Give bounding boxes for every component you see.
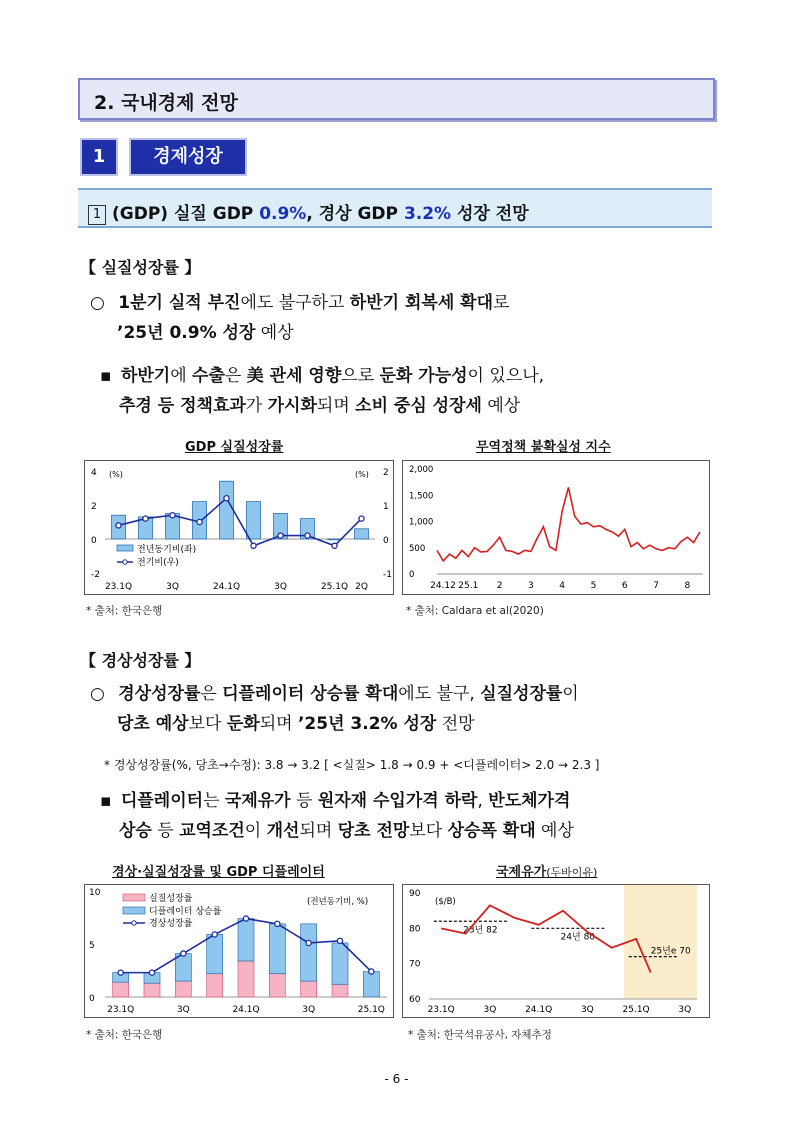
- x-tick-label: 3Q: [678, 1005, 692, 1015]
- text-bold: 소비 중심 성장세: [355, 396, 482, 416]
- x-tick-label: 5: [590, 581, 597, 591]
- heading-real-value: 0.9%: [259, 204, 307, 224]
- bar-deflator: [332, 943, 348, 984]
- text-bold: 수출: [192, 366, 225, 386]
- text-bold: 가시화: [267, 396, 317, 416]
- line-point: [149, 970, 154, 975]
- chart1-box: [84, 460, 394, 595]
- bar-real: [238, 961, 254, 997]
- average-label: 25년e 70: [650, 946, 691, 957]
- x-tick-label: 24.1Q: [525, 1005, 553, 1015]
- chart1-title: GDP 실질성장률: [185, 440, 284, 455]
- text-bold: 개선: [266, 821, 300, 841]
- text-bold: 하반기: [120, 366, 171, 386]
- y-tick-label: 80: [409, 924, 421, 935]
- chart2-source: * 출처: Caldara et al(2020): [406, 605, 544, 617]
- bar-deflator: [301, 924, 317, 981]
- legend-bar-label: 전년동기비(좌): [137, 545, 197, 555]
- x-tick-label: 3Q: [176, 1005, 190, 1015]
- left-tick-label: 0: [91, 536, 97, 546]
- text-bold: 둔화: [226, 714, 260, 734]
- legend-line-label: 경상성장률: [149, 919, 193, 929]
- nominal-p1-line2: [117, 716, 475, 733]
- heading-text: [88, 199, 529, 225]
- line-point: [305, 533, 310, 538]
- chart1-svg: [85, 461, 393, 594]
- text-bold: 상승: [119, 821, 152, 841]
- text: 예상: [481, 396, 521, 416]
- y-tick-label: 0: [409, 570, 415, 580]
- page-number: - 6 -: [384, 1072, 409, 1086]
- legend-bar-swatch: [117, 545, 133, 551]
- text-bold: 추경 등 정책효과: [119, 396, 246, 416]
- y-tick-label: 10: [89, 888, 101, 898]
- right-tick-label: 0: [383, 536, 389, 546]
- text-bold: 1분기 실적 부진: [118, 293, 241, 313]
- text: 가: [245, 396, 268, 416]
- bar-real: [332, 984, 348, 997]
- heading-nominal-value: 3.2%: [403, 204, 452, 224]
- x-tick-label: 24.12: [430, 581, 456, 591]
- legend-deflator-swatch: [123, 907, 145, 914]
- y-tick-label: 1,500: [409, 491, 434, 502]
- line-point: [359, 516, 364, 521]
- text: 이 있으나,: [467, 366, 545, 386]
- x-tick-label: 23.1Q: [107, 1005, 135, 1015]
- x-tick-label: 23.1Q: [104, 582, 133, 592]
- y-tick-label: 70: [409, 959, 421, 970]
- section-header: [78, 78, 715, 120]
- text: 보다: [188, 714, 227, 734]
- legend-real-swatch: [123, 894, 145, 901]
- legend-real-label: 실질성장률: [149, 894, 193, 904]
- x-tick-label: 2: [496, 581, 503, 591]
- bar-real: [144, 983, 160, 997]
- nominal-growth-title: 【 경상성장률 】: [80, 651, 201, 670]
- bar-real: [269, 974, 285, 997]
- chart2-title: 무역정책 불확실성 지수: [476, 440, 611, 455]
- heading-bar: [78, 188, 712, 228]
- left-tick-label: 2: [91, 502, 97, 512]
- line-point: [332, 543, 337, 548]
- line-point: [251, 543, 256, 548]
- nominal-p2-line1: [100, 793, 570, 810]
- text-bold: 디플레이터: [120, 791, 204, 811]
- text: 에도 불구,: [398, 684, 481, 704]
- nominal-note: * 경상성장률(%, 당초→수정): 3.8 → 3.2 [ <실질> 1.8 → 0.9 + <디플레이터> 2.0 → 2.3 ]: [104, 758, 600, 772]
- y-tick-label: 0: [89, 994, 95, 1004]
- chart4-svg: [403, 885, 709, 1017]
- text: 은: [224, 366, 247, 386]
- chart4-title-suffix: (두바이유): [546, 866, 598, 879]
- line-point: [369, 969, 374, 974]
- chart2-svg: [403, 461, 709, 594]
- x-tick-label: 24.1Q: [212, 582, 241, 592]
- text-bold: ’25년 0.9% 성장: [117, 323, 256, 343]
- x-tick-label: 3Q: [483, 1005, 497, 1015]
- chart4-title-wrap: [496, 861, 597, 880]
- right-tick-label: 2: [383, 468, 389, 478]
- left-tick-label: 4: [91, 468, 97, 478]
- heading-box-number: 1: [88, 205, 106, 225]
- left-tick-label: -2: [91, 570, 100, 580]
- unit-label: ($/B): [435, 897, 456, 907]
- right-tick-label: 1: [383, 502, 389, 512]
- legend-deflator-label: 디플레이터 상승률: [149, 907, 222, 917]
- left-unit: (%): [109, 470, 123, 479]
- text-bold: 상승폭 확대: [447, 821, 536, 841]
- legend-line-label: 전기비(우): [137, 558, 179, 568]
- y-tick-label: 90: [409, 889, 421, 899]
- bar-deflator: [238, 919, 254, 961]
- text-bold: 반도체가격: [488, 791, 571, 811]
- x-tick-label: 25.1Q: [357, 1005, 385, 1015]
- text-bold: 美 관세 영향: [246, 366, 342, 386]
- text-bold: 국제유가: [224, 791, 291, 811]
- text: 전망: [436, 714, 475, 734]
- text-bold: 당초 예상: [117, 714, 189, 734]
- text-bold: 경상성장률: [118, 684, 201, 704]
- text: 에: [170, 366, 193, 386]
- nominal-p2-line2: [119, 823, 574, 840]
- chart3-source: * 출처: 한국은행: [86, 1029, 163, 1041]
- forecast-shade: [624, 885, 697, 999]
- y-tick-label: 1,000: [409, 517, 434, 528]
- x-tick-label: 3Q: [580, 1005, 594, 1015]
- text: 예상: [255, 323, 294, 343]
- real-growth-title: 【 실질성장률 】: [80, 258, 201, 277]
- series-line: [437, 487, 700, 561]
- text: 예상: [535, 821, 574, 841]
- right-unit: (%): [355, 470, 369, 479]
- subsection-number: 1: [80, 138, 118, 176]
- x-tick-label: 2Q: [355, 582, 368, 592]
- bar-deflator: [207, 934, 223, 973]
- bar: [220, 481, 234, 539]
- chart2-box: [402, 460, 710, 595]
- bar-deflator: [363, 972, 379, 997]
- section-title: 2. 국내경제 전망: [94, 92, 238, 114]
- line-point: [278, 533, 283, 538]
- text-bold: 당초 전망: [337, 821, 410, 841]
- line-point: [306, 940, 311, 945]
- text: 되며: [259, 714, 298, 734]
- text-bold: 원자재 수입가격 하락: [317, 791, 478, 811]
- text-bold: ’25년 3.2% 성장: [297, 714, 437, 734]
- y-tick-label: 5: [89, 941, 95, 951]
- heading-mid: , 경상 GDP: [306, 204, 404, 224]
- x-tick-label: 7: [653, 581, 659, 591]
- chart3-title: 경상·실질성장률 및 GDP 디플레이터: [112, 865, 325, 880]
- y-tick-label: 500: [409, 543, 426, 554]
- x-tick-label: 3Q: [166, 582, 179, 592]
- average-label: 23년 82: [463, 925, 498, 936]
- text: 에도 불구하고: [240, 293, 350, 313]
- heading-pre: (GDP) 실질 GDP: [112, 204, 260, 224]
- text: 으로: [341, 366, 380, 386]
- text: 보다: [409, 821, 448, 841]
- x-tick-label: 25.1Q: [622, 1005, 650, 1015]
- real-p1-line1: [90, 295, 509, 312]
- bar-real: [207, 974, 223, 997]
- text: 되며: [316, 396, 356, 416]
- chart4-title: 국제유가: [496, 865, 547, 880]
- bullet-square: ▪: [100, 791, 112, 811]
- average-label: 24년 80: [560, 932, 596, 943]
- line-point: [197, 519, 202, 524]
- text-bold: 디플레이터 상승률 확대: [222, 684, 399, 704]
- bar: [328, 539, 342, 540]
- chart4-box: [402, 884, 710, 1018]
- real-p1-line2: [117, 325, 294, 342]
- text: 이: [244, 821, 267, 841]
- bullet-circle: ○: [90, 293, 105, 313]
- line-point: [170, 513, 175, 518]
- text: 등: [151, 821, 180, 841]
- bar: [247, 502, 261, 539]
- bullet-square: ▪: [100, 366, 112, 386]
- legend-line-marker: [132, 921, 136, 925]
- x-tick-label: 23.1Q: [427, 1005, 455, 1015]
- x-tick-label: 6: [621, 581, 628, 591]
- legend-line-marker: [123, 560, 127, 564]
- text: 은: [200, 684, 223, 704]
- line-point: [275, 921, 280, 926]
- text-bold: 둔화 가능성: [379, 366, 468, 386]
- line-point: [181, 951, 186, 956]
- real-p2-line2: [119, 398, 520, 415]
- chart3-svg: [85, 885, 393, 1017]
- text: 이: [562, 684, 579, 704]
- chart3-box: [84, 884, 394, 1018]
- bar: [355, 529, 369, 539]
- line-point: [116, 523, 121, 528]
- x-tick-label: 25.1: [458, 581, 479, 591]
- line-point: [212, 932, 217, 937]
- x-tick-label: 24.1Q: [232, 1005, 260, 1015]
- x-tick-label: 4: [559, 581, 566, 591]
- text: ,: [477, 791, 489, 811]
- bar-real: [175, 981, 191, 997]
- bar-real: [301, 981, 317, 997]
- text-bold: 실질성장률: [480, 684, 563, 704]
- x-tick-label: 8: [684, 581, 691, 591]
- text: 되며: [299, 821, 338, 841]
- x-tick-label: 25.1Q: [320, 582, 349, 592]
- subsection-title: 경제성장: [129, 138, 247, 176]
- x-tick-label: 3Q: [274, 582, 287, 592]
- bar-real: [113, 982, 129, 997]
- real-p2-line1: [100, 368, 544, 385]
- text: 등: [290, 791, 318, 811]
- unit-label: (전년동기비, %): [307, 897, 369, 907]
- y-tick-label: 2,000: [409, 465, 434, 475]
- line-point: [118, 970, 123, 975]
- line-point: [224, 496, 229, 501]
- line-point: [337, 938, 342, 943]
- bullet-circle: ○: [90, 684, 105, 704]
- nominal-p1-line1: [90, 686, 579, 703]
- line-point: [243, 916, 248, 921]
- text: 로: [493, 293, 510, 313]
- bar-deflator: [269, 924, 285, 974]
- series-line: [441, 905, 651, 972]
- text: 는: [203, 791, 225, 811]
- text-bold: 하반기 회복세 확대: [349, 293, 494, 313]
- x-tick-label: 3Q: [302, 1005, 316, 1015]
- right-tick-label: -1: [383, 570, 392, 580]
- chart4-source: * 출처: 한국석유공사, 자체추정: [408, 1029, 552, 1041]
- line-point: [143, 516, 148, 521]
- heading-post: 성장 전망: [451, 204, 529, 224]
- x-tick-label: 3: [528, 581, 534, 591]
- chart1-source: * 출처: 한국은행: [86, 605, 163, 617]
- y-tick-label: 60: [409, 995, 421, 1005]
- text-bold: 교역조건: [179, 821, 245, 841]
